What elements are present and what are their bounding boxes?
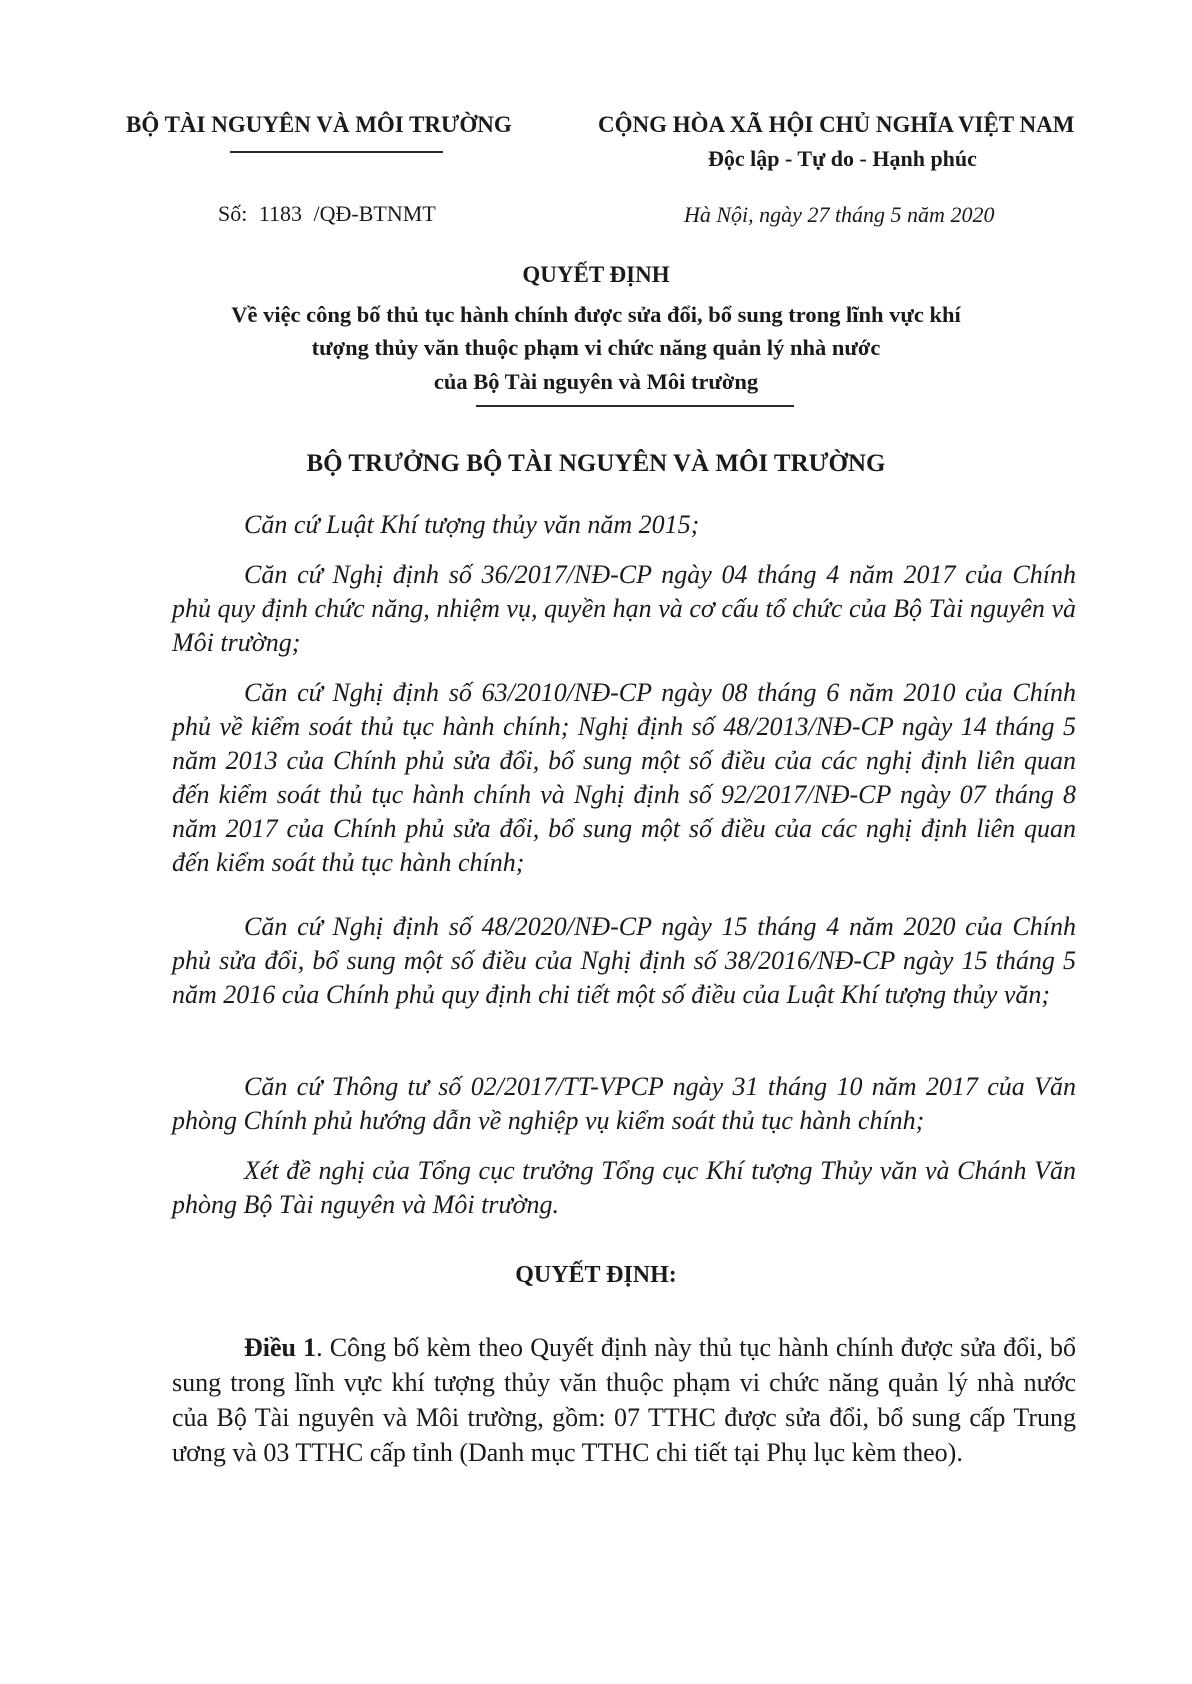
subject-line-1: Về việc công bố thủ tục hành chính được sửa đổi, bổ sung trong lĩnh vực khí [231,302,961,327]
ministry-underline [230,151,443,153]
ministry-name: BỘ TÀI NGUYÊN VÀ MÔI TRƯỜNG [126,112,512,137]
legal-basis-3: Căn cứ Nghị định số 63/2010/NĐ-CP ngày 08 tháng 6 năm 2010 của Chính phủ về kiểm soát thủ tục hành chính; Nghị định số 48/2013/NĐ-CP ngày 14 tháng 5 năm 2013 của Chính phủ sửa đổi, bổ sung một số điều của các nghị định liên quan đến kiểm soát thủ tục hành chính và Nghị định số 92/2017/NĐ-CP ngày 07 tháng 8 năm 2017 của Chính phủ sửa đổi, bổ sung một số điều của các nghị định liên quan đến kiểm soát thủ tục hành chính; [172,678,1076,877]
legal-basis-1: Căn cứ Luật Khí tượng thủy văn năm 2015; [244,510,700,539]
document-number [218,201,436,227]
legal-basis-2: Căn cứ Nghị định số 36/2017/NĐ-CP ngày 04 tháng 4 năm 2017 của Chính phủ quy định chức năng, nhiệm vụ, quyền hạn và cơ cấu tổ chức của Bộ Tài nguyên và Môi trường; [172,560,1076,657]
number-prefix: Số: [218,201,248,226]
subject-line-2: tượng thủy văn thuộc phạm vi chức năng quản lý nhà nước [311,335,881,360]
article-1-text: . Công bố kèm theo Quyết định này thủ tục hành chính được sửa đổi, bổ sung trong lĩnh vực khí tượng thủy văn thuộc phạm vi chức năng quản lý nhà nước của Bộ Tài nguyên và Môi trường, gồm: 07 TTHC được sửa đổi, bổ sung cấp Trung ương và 03 TTHC cấp tỉnh (Danh mục TTHC chi tiết tại Phụ lục kèm theo). [172,1333,1076,1467]
article-1 [172,1330,1076,1470]
legal-basis-6: Xét đề nghị của Tổng cục trưởng Tổng cục Khí tượng Thủy văn và Chánh Văn phòng Bộ Tài nguyên và Môi trường. [172,1156,1076,1219]
article-1-label: Điều 1 [244,1333,317,1362]
place-date: Hà Nội, ngày 27 tháng 5 năm 2020 [684,202,995,227]
decision-heading: QUYẾT ĐỊNH: [515,1262,677,1288]
legal-basis-5: Căn cứ Thông tư số 02/2017/TT-VPCP ngày 31 tháng 10 năm 2017 của Văn phòng Chính phủ hướng dẫn về nghiệp vụ kiểm soát thủ tục hành chính; [172,1072,1076,1135]
subject-line-3: của Bộ Tài nguyên và Môi trường [433,369,759,394]
country-name: CỘNG HÒA XÃ HỘI CHỦ NGHĨA VIỆT NAM [598,112,1075,137]
number-value: 1183 [258,201,303,226]
motto: Độc lập - Tự do - Hạnh phúc [708,146,977,171]
issuing-authority: BỘ TRƯỞNG BỘ TÀI NGUYÊN VÀ MÔI TRƯỜNG [306,450,886,477]
legal-basis-4: Căn cứ Nghị định số 48/2020/NĐ-CP ngày 15 tháng 4 năm 2020 của Chính phủ sửa đổi, bổ sung một số điều của Nghị định số 38/2016/NĐ-CP ngày 15 tháng 5 năm 2016 của Chính phủ quy định chi tiết một số điều của Luật Khí tượng thủy văn; [172,912,1076,1009]
decision-title: QUYẾT ĐỊNH [522,262,670,287]
number-suffix: /QĐ-BTNMT [313,201,436,226]
title-underline [476,405,794,407]
